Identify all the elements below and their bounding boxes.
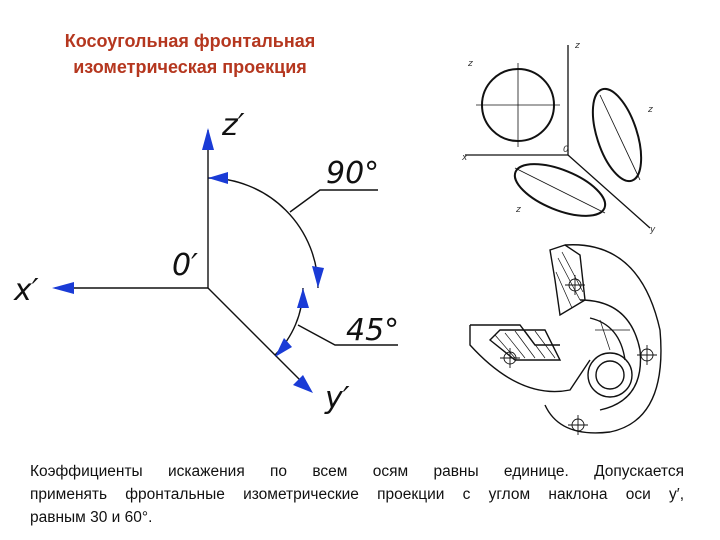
svg-text:0: 0 [563,145,569,155]
svg-text:y: y [650,225,656,235]
circles-projection-labels [461,41,656,235]
title-line-2: изометрическая проекция [73,57,307,77]
svg-text:x: x [462,153,468,163]
svg-text:z: z [575,41,580,51]
origin-label: 0′ [172,248,198,283]
angle-45-label: 45° [346,313,400,348]
caption-line-3: равным 30 и 60°. [30,509,153,526]
arc45-start-arrow-icon [297,288,309,308]
x-axis-label: x′ [14,273,39,308]
y-axis-label: y′ [325,381,350,416]
svg-text:z: z [468,59,473,69]
arc90-start-arrow-icon [208,172,228,184]
arc90-end-arrow-icon [312,266,324,288]
part-drawing [470,245,661,435]
arc-90 [208,178,318,288]
svg-text:z: z [648,105,653,115]
leader-90 [290,190,378,212]
caption-line-2: применять фронтальные изометрические проекции с углом наклона оси y′, [30,486,684,503]
arc45-end-arrow-icon [275,338,292,357]
z-axis-label: z′ [222,108,245,143]
caption [30,460,684,529]
title-line-1: Косоугольная фронтальная [64,31,316,51]
y-axis [208,288,310,390]
x-arrow-icon [52,282,74,294]
z-arrow-icon [202,128,214,150]
caption-line-1: Коэффициенты искажения по всем осям равны единице. Допускается [30,463,684,480]
circles-projection [465,45,651,228]
y-arrow-icon [293,375,313,393]
angle-90-label: 90° [326,156,380,191]
svg-text:z: z [516,205,521,215]
